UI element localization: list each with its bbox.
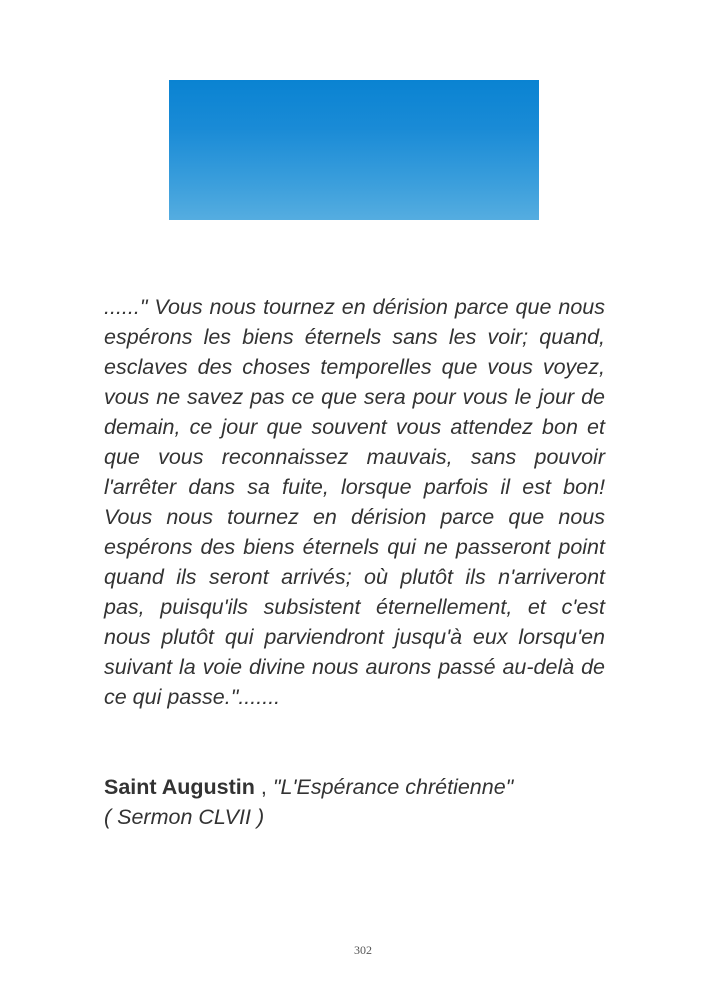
sermon-reference: ( Sermon CLVII ) — [104, 805, 265, 829]
page-number: 302 — [354, 943, 372, 957]
work-title: "L'Espérance chrétienne" — [272, 775, 514, 799]
attribution-line — [104, 772, 605, 802]
quote-text: ......" Vous nous tournez en dérision parce que nous espérons les biens éternels sans les voir; quand, esclaves des choses temporelles que vous voyez, vous ne savez pas ce que sera pour vous le jour de demain, ce jour que souvent vous attendez bon et que vous reconnaissez mauvais, sans pouvoir l'arrêter dans sa fuite, lorsque parfois il est bon! Vous nous tournez en dérision parce que nous espérons des biens éternels qui ne passeront point quand ils seront arrivés; où plutôt ils n'arriveront pas, puisqu'ils subsistent éternellement, et c'est nous plutôt qui parviendront jusqu'à eux lorsqu'en suivant la voie divine nous aurons passé au-delà de ce qui passe."....... — [104, 295, 605, 709]
author-name: Saint Augustin — [104, 775, 255, 799]
sky-image — [169, 80, 539, 220]
attribution-separator: , — [254, 775, 273, 799]
